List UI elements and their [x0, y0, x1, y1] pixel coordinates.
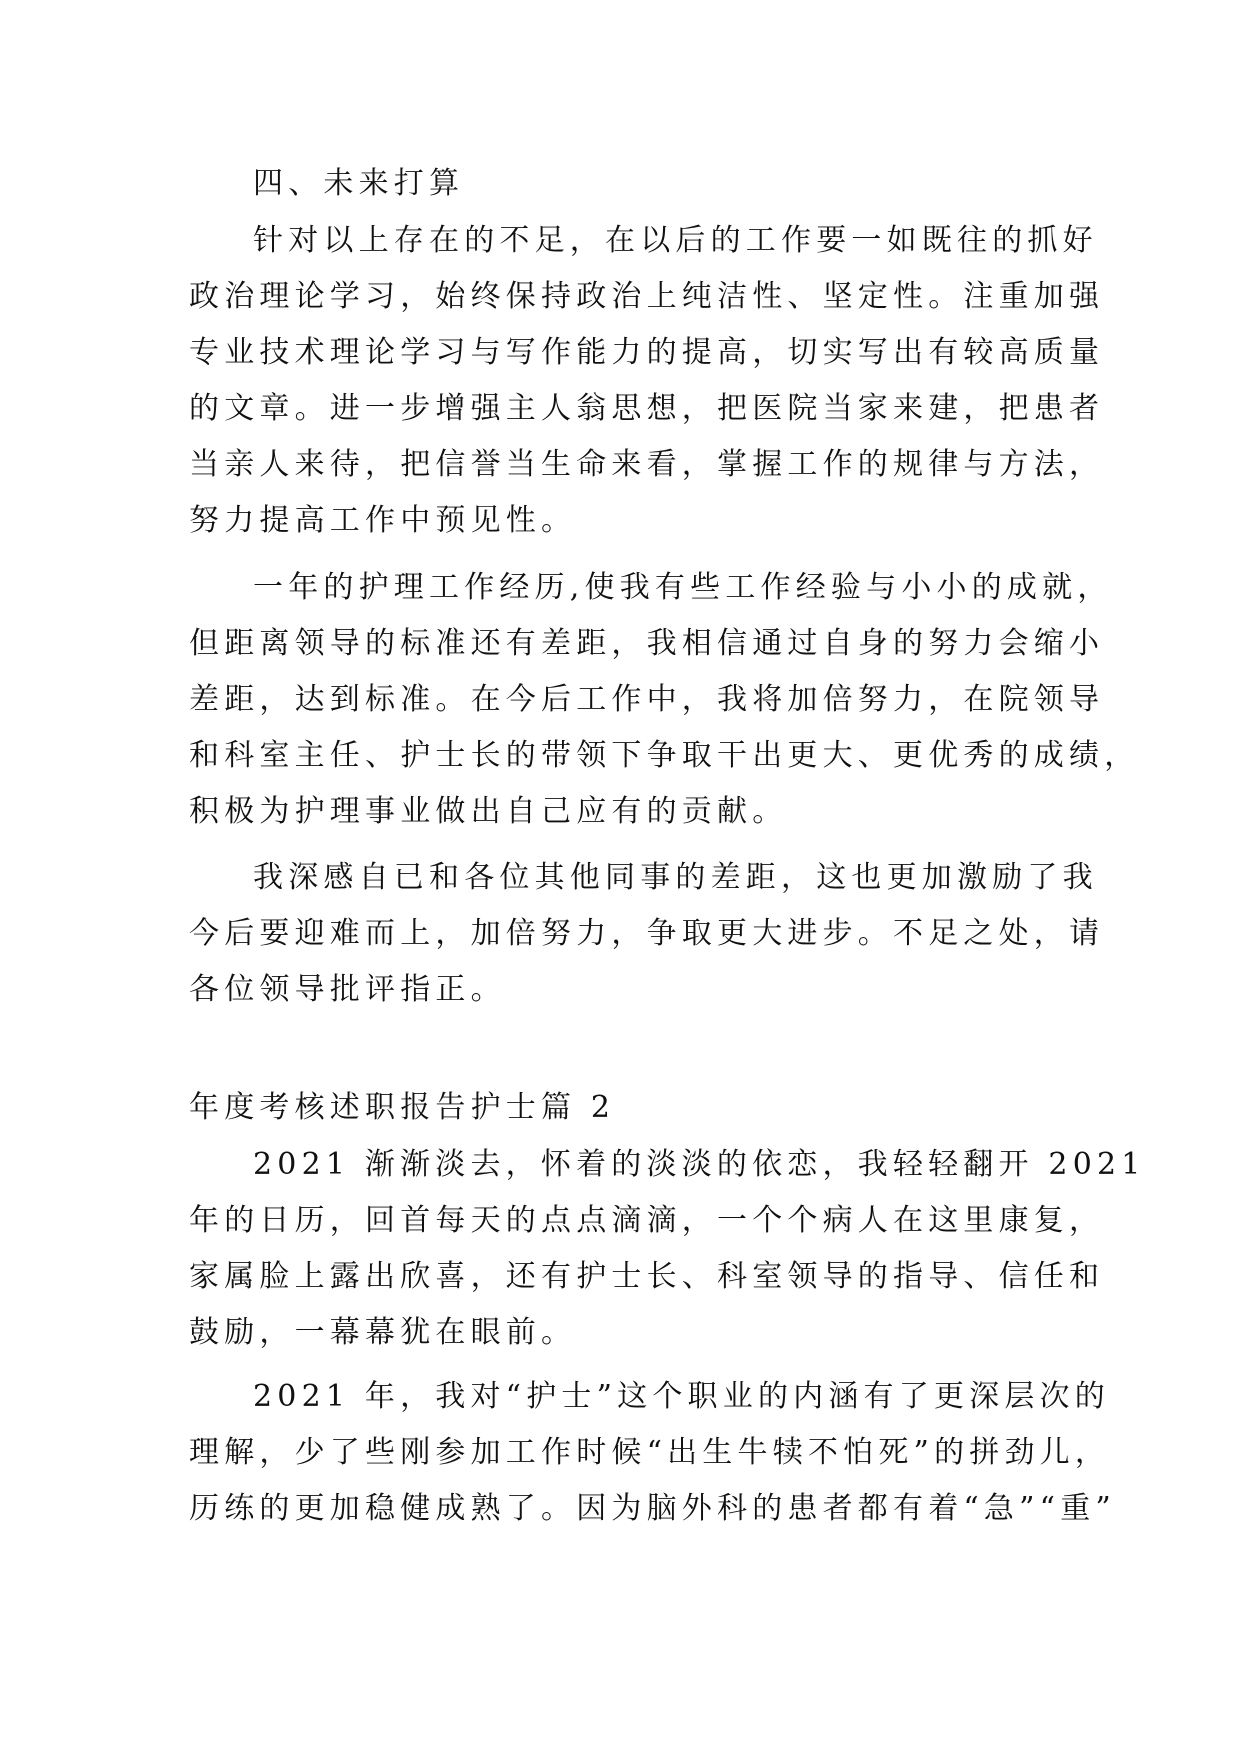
paragraph-year-review [189, 1137, 1146, 1361]
paragraph-line: 差距，达到标准。在今后工作中，我将加倍努力，在院领导 [189, 682, 1105, 717]
paragraph-line: 2021 年，我对“护士”这个职业的内涵有了更深层次的 [253, 1379, 1110, 1414]
paragraph-line: 2021 渐渐淡去，怀着的淡淡的依恋，我轻轻翻开 2021 [253, 1147, 1146, 1182]
paragraph-line: 年的日历，回首每天的点点滴滴，一个个病人在这里康复， [189, 1203, 1105, 1238]
paragraph-line: 和科室主任、护士长的带领下争取干出更大、更优秀的成绩， [189, 738, 1140, 773]
paragraph-line: 鼓励，一幕幕犹在眼前。 [189, 1315, 577, 1350]
section-heading: 四、未来打算 [253, 166, 465, 201]
paragraph-line: 努力提高工作中预见性。 [189, 503, 577, 538]
paragraph-work-experience [189, 560, 1140, 840]
paragraph-line: 历练的更加稳健成熟了。因为脑外科的患者都有着“急”“重” [189, 1491, 1116, 1526]
paragraph-line: 理解，少了些刚参加工作时候“出生牛犊不怕死”的拼劲儿， [189, 1435, 1111, 1470]
paragraph-line: 政治理论学习，始终保持政治上纯洁性、坚定性。注重加强 [189, 279, 1105, 314]
paragraph-line: 当亲人来待，把信誉当生命来看，掌握工作的规律与方法， [189, 447, 1105, 482]
paragraph-line: 专业技术理论学习与写作能力的提高，切实写出有较高质量 [189, 335, 1105, 370]
paragraph-line: 家属脸上露出欣喜，还有护士长、科室领导的指导、信任和 [189, 1259, 1105, 1294]
paragraph-line: 针对以上存在的不足，在以后的工作要一如既往的抓好 [253, 223, 1098, 258]
paragraph-closing [189, 850, 1105, 1018]
article-title-block [189, 1080, 1069, 1136]
paragraph-line: 一年的护理工作经历,使我有些工作经验与小小的成就， [253, 570, 1113, 605]
article-title: 年度考核述职报告护士篇 2 [189, 1090, 616, 1125]
section-heading-block [189, 156, 1069, 212]
paragraph-line: 但距离领导的标准还有差距，我相信通过自身的努力会缩小 [189, 626, 1105, 661]
paragraph-line: 积极为护理事业做出自己应有的贡献。 [189, 794, 788, 829]
paragraph-nurse-understanding [189, 1369, 1116, 1537]
paragraph-line: 各位领导批评指正。 [189, 972, 506, 1007]
paragraph-line: 的文章。进一步增强主人翁思想，把医院当家来建，把患者 [189, 391, 1105, 426]
paragraph-line: 我深感自已和各位其他同事的差距，这也更加激励了我 [253, 860, 1098, 895]
paragraph-line: 今后要迎难而上，加倍努力，争取更大进步。不足之处，请 [189, 916, 1105, 951]
paragraph-future-plans [189, 213, 1105, 549]
